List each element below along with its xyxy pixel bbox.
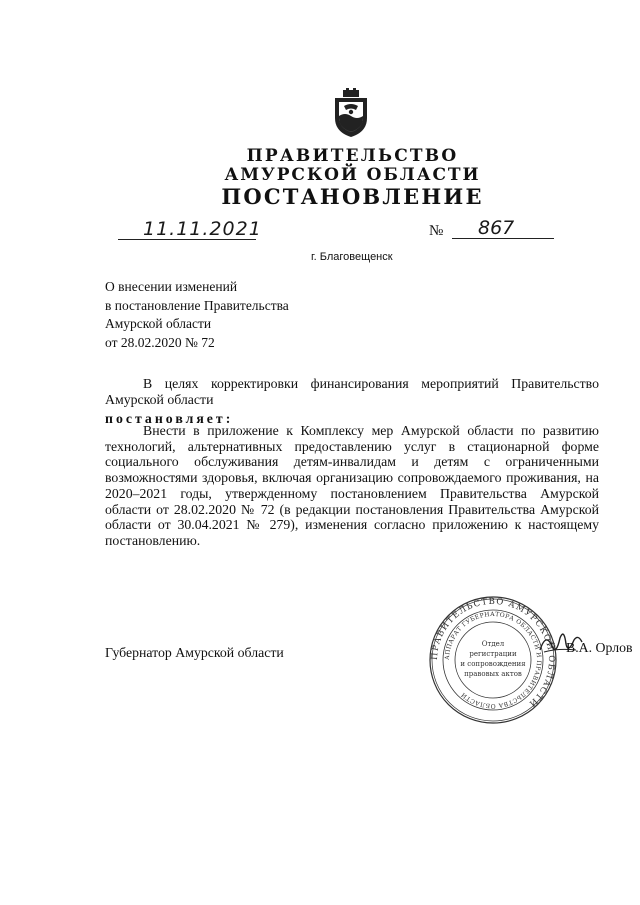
stamp-ring-text: АППАРАТ ГУБЕРНАТОРА ОБЛАСТИ И ПРАВИТЕЛЬСТВА ОБЛАСТИ [443, 610, 543, 710]
preamble-paragraph: В целях корректировки финансирования мероприятий Правительство Амурской области [105, 376, 599, 407]
signatory-title: Губернатор Амурской области [105, 645, 284, 660]
org-name-line1: ПРАВИТЕЛЬСТВО [246, 146, 459, 166]
signatory-name: В.А. Орлов [566, 640, 633, 655]
subject-line: от 28.02.2020 № 72 [105, 334, 215, 350]
subject-line: Амурской области [105, 316, 212, 331]
stamp-center-line: и сопровождения [460, 660, 526, 668]
decree-word: постановляет: [105, 411, 234, 426]
subject-line: О внесении изменений [105, 279, 238, 294]
org-name-line2: АМУРСКОЙ ОБЛАСТИ [224, 165, 481, 185]
stamp-center-line: регистрации [469, 650, 517, 658]
stamp-outer-text: ПРАВИТЕЛЬСТВО АМУРСКОЙ ОБЛАСТИ [429, 596, 557, 709]
subject-block [105, 278, 289, 352]
document-type: ПОСТАНОВЛЕНИЕ [221, 184, 484, 209]
document-number: 867 [478, 217, 515, 239]
date-underline [118, 239, 256, 240]
number-underline [452, 238, 554, 239]
official-stamp [428, 595, 558, 725]
number-label: № [429, 223, 444, 239]
stamp-center-line: Отдел [481, 640, 505, 648]
city: г. Благовещенск [311, 251, 393, 263]
stamp-center-line: правовых актов [464, 670, 522, 678]
coat-of-arms-icon [329, 88, 373, 138]
subject-line: в постановление Правительства [105, 297, 289, 313]
document-date: 11.11.2021 [143, 218, 262, 240]
main-paragraph: Внести в приложение к Комплексу мер Амурской области по развитию технологий, альтернативных предоставлению услуг в стационарной форме социального обслуживания детям-инвалидам и детям с ограниченными возможностями здоровья, включая организацию сопровождаемого проживания, на 2020–2021 годы, утвержденному постановлением Правительства Амурской области от 28.02.2020 № 72 (в редакции постановления Правительства Амурской области от 30.04.2021 № 279), изменения согласно приложению к настоящему постановлению. [105, 423, 599, 548]
